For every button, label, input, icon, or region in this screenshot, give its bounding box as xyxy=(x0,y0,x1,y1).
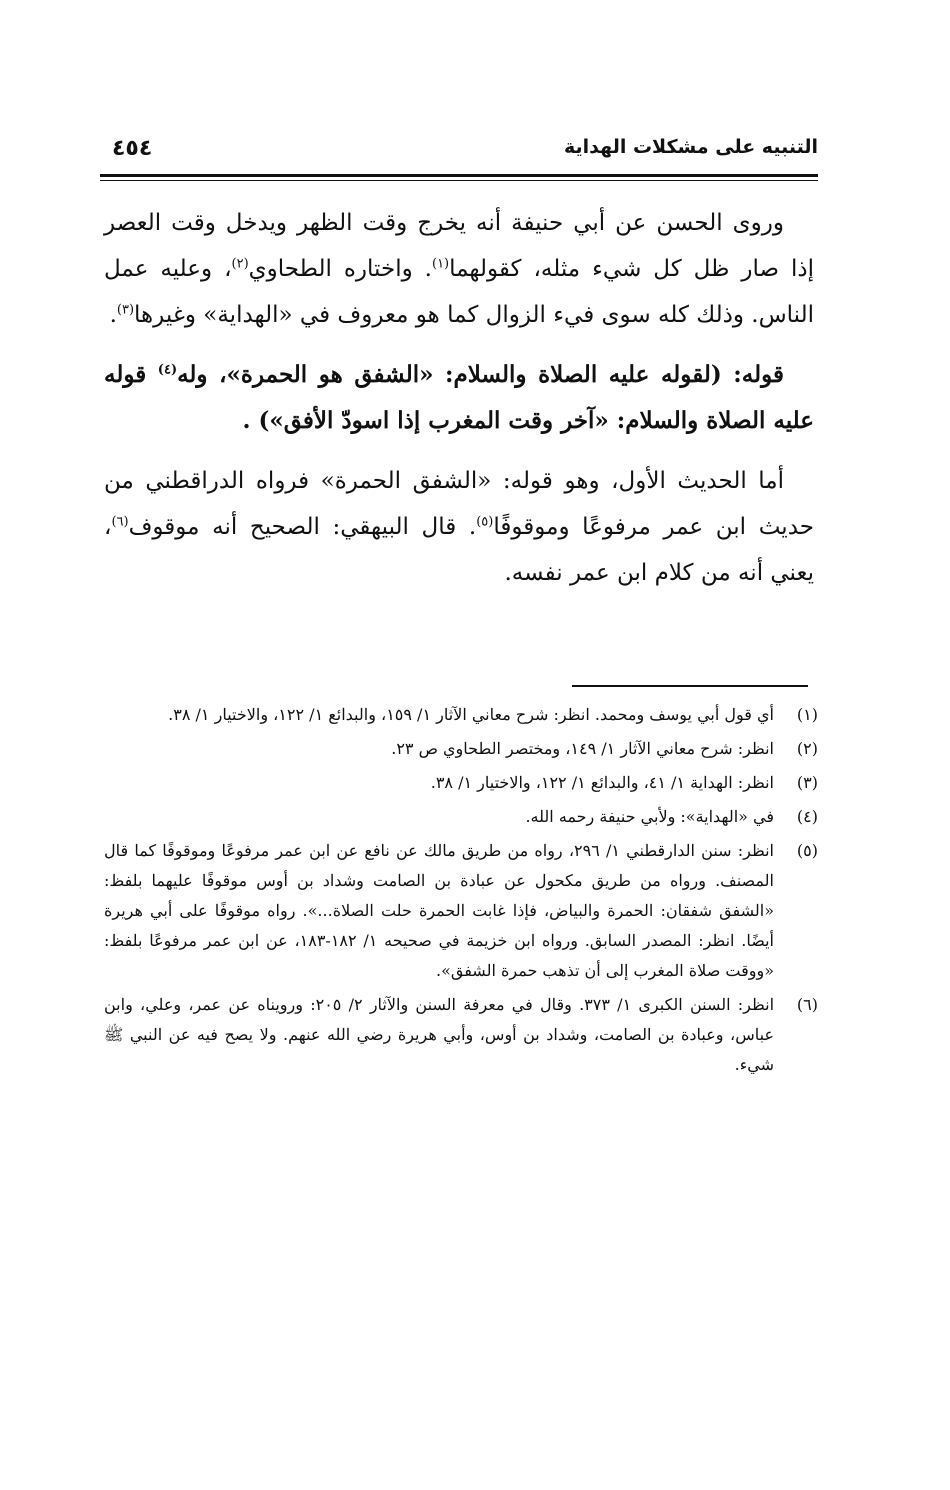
para1-text-c: ، وعليه عمل الناس. وذلك كله سوى فيء الزوال كما هو معروف في «الهداية» وغيرها xyxy=(104,256,814,328)
para2-text-a: قوله: (لقوله عليه الصلاة والسلام: «الشفق هو الحمرة»، وله xyxy=(177,361,784,388)
footnote-ref-4: (٤) xyxy=(157,362,178,378)
footnote-text: في «الهداية»: ولأبي حنيفة رحمه الله. xyxy=(525,807,774,826)
para1-text-a: وروى الحسن عن أبي حنيفة أنه يخرج وقت الظهر ويدخل وقت العصر إذا صار ظل كل شيء مثله، كقولهما xyxy=(104,210,814,282)
running-title: التنبيه على مشكلات الهداية xyxy=(564,136,818,158)
footnote-6 xyxy=(104,990,818,1080)
footnote-4 xyxy=(104,802,818,832)
para2-text-b: قوله عليه الصلاة والسلام: «آخر وقت المغرب إذا اسودّ الأفق») . xyxy=(104,361,814,434)
footnotes xyxy=(104,700,818,1084)
footnote-ref-3: (٣) xyxy=(116,302,135,318)
footnote-ref-6: (٦) xyxy=(111,514,129,530)
footnote-number: (٥) xyxy=(796,841,818,860)
header-rule-thick xyxy=(100,174,818,177)
footnote-text: أي قول أبي يوسف ومحمد. انظر: شرح معاني الآثار ١/ ١٥٩، والبدائع ١/ ١٢٢، والاختيار ١/ ٣٨. xyxy=(168,705,774,724)
paragraph-3 xyxy=(104,458,814,596)
header-rule-thin xyxy=(100,180,818,181)
footnote-number: (٤) xyxy=(796,807,818,826)
footnote-ref-2: (٢) xyxy=(231,256,249,272)
para3-text-b: . قال البيهقي: الصحيح أنه موقوف xyxy=(128,514,477,540)
footnote-ref-1: (١) xyxy=(431,256,450,272)
footnote-5 xyxy=(104,836,818,986)
para1-text-b: . واختاره الطحاوي xyxy=(248,256,432,282)
footnote-number: (٣) xyxy=(796,773,818,792)
main-text xyxy=(104,200,814,610)
footnote-number: (١) xyxy=(796,705,818,724)
footnote-ref-5: (٥) xyxy=(476,514,494,530)
footnote-text: انظر: السنن الكبرى ١/ ٣٧٣. وقال في معرفة السنن والآثار ٢/ ٢٠٥: ورويناه عن عمر، وعلي، وابن عباس، وعبادة بن الصامت، وشداد بن أوس، وأبي هريرة رضي الله عنهم. ولا يصح فيه عن النبي ﷺ شيء. xyxy=(104,995,775,1074)
footnote-text: انظر: سنن الدارقطني ١/ ٢٩٦، رواه من طريق مالك عن نافع عن ابن عمر مرفوعًا وموقوفًا كما قال المصنف. ورواه من طريق مكحول عن عبادة بن الصامت وشداد بن أوس موقوفًا عليهما بلفظ: «الشفق شفقان: الحمرة والبياض، فإذا غابت الحمرة حلت الصلاة...». رواه موقوفًا على أبي هريرة أيضًا. انظر: المصدر السابق. ورواه ابن خزيمة في صحيحه ١/ ١٨٢-١٨٣، عن ابن عمر مرفوعًا بلفظ: «ووقت صلاة المغرب إلى أن تذهب حمرة الشفق». xyxy=(104,841,775,980)
paragraph-2-quote xyxy=(104,352,814,444)
footnote-1 xyxy=(104,700,818,730)
footnote-3 xyxy=(104,768,818,798)
footnote-2 xyxy=(104,734,818,764)
para3-text-c: ، يعني أنه من كلام ابن عمر نفسه. xyxy=(104,514,814,586)
footnote-number: (٢) xyxy=(796,739,818,758)
page-number: ٤٥٤ xyxy=(112,136,153,161)
footnote-text: انظر: الهداية ١/ ٤١، والبدائع ١/ ١٢٢، والاختيار ١/ ٣٨. xyxy=(430,773,774,792)
para1-text-d: . xyxy=(109,302,117,328)
para3-text-a: أما الحديث الأول، وهو قوله: «الشفق الحمرة» فرواه الدراقطني من حديث ابن عمر مرفوعًا وموقوفًا xyxy=(104,468,814,540)
paragraph-1 xyxy=(104,200,814,338)
footnote-number: (٦) xyxy=(796,995,818,1014)
footnote-text: انظر: شرح معاني الآثار ١/ ١٤٩، ومختصر الطحاوي ص ٢٣. xyxy=(391,739,774,758)
page-header xyxy=(100,128,818,172)
footnote-separator xyxy=(572,685,808,687)
